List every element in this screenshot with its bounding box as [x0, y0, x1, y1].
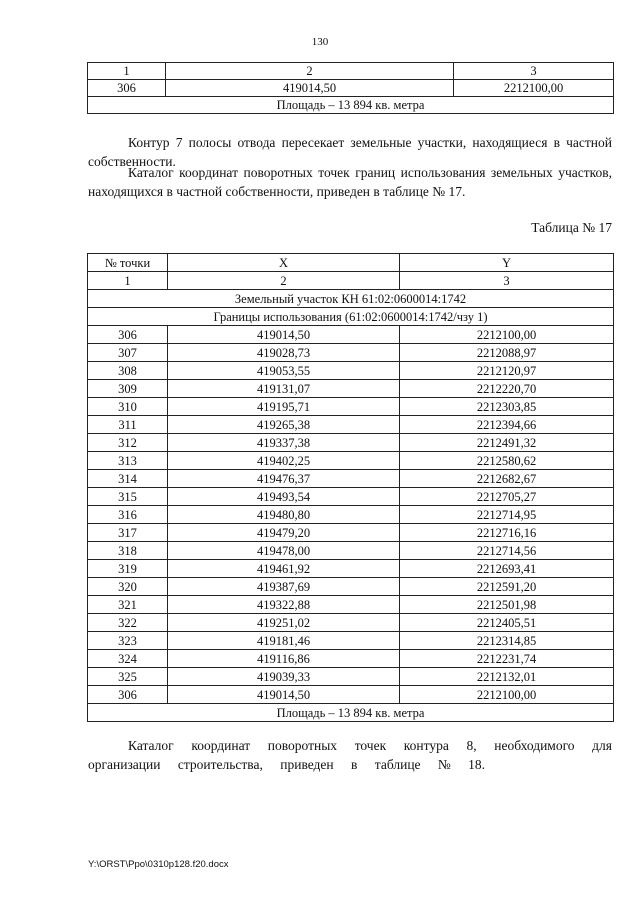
numbering-cell: 3 [400, 272, 614, 290]
x-cell: 419478,00 [168, 542, 400, 560]
point-cell: 321 [88, 596, 168, 614]
x-cell: 419116,86 [168, 650, 400, 668]
y-cell: 2212088,97 [400, 344, 614, 362]
coordinates-body [88, 326, 614, 704]
continuation-table [87, 62, 614, 114]
x-cell: 419337,38 [168, 434, 400, 452]
table-row [88, 632, 614, 650]
table-row [88, 416, 614, 434]
point-cell: 307 [88, 344, 168, 362]
area-cell: Площадь – 13 894 кв. метра [88, 97, 614, 114]
table-header-row [88, 63, 614, 80]
y-cell: 2212591,20 [400, 578, 614, 596]
point-cell: 308 [88, 362, 168, 380]
point-cell: 322 [88, 614, 168, 632]
header-cell: 3 [454, 63, 614, 80]
table-row [88, 398, 614, 416]
coordinates-table [87, 253, 614, 722]
table-row [88, 596, 614, 614]
paragraph-contour-7: Контур 7 полосы отвода пересекает земельные участки, находящиеся в частной собственности. [88, 135, 612, 169]
point-cell: 316 [88, 506, 168, 524]
x-cell: 419265,38 [168, 416, 400, 434]
x-cell: 419053,55 [168, 362, 400, 380]
y-cell: 2212501,98 [400, 596, 614, 614]
plot-title-cell: Земельный участок КН 61:02:0600014:1742 [88, 290, 614, 308]
y-cell: 2212705,27 [400, 488, 614, 506]
paragraph-catalog-18: Каталог координат поворотных точек контура 8, необходимого для организации строительства, приведен в таблице № 18. [88, 738, 612, 772]
point-cell: 313 [88, 452, 168, 470]
table-row [88, 668, 614, 686]
table-row [88, 80, 614, 97]
x-cell: 419014,50 [168, 326, 400, 344]
y-cell: 2212100,00 [400, 686, 614, 704]
plot-title-row [88, 290, 614, 308]
y-cell: 2212220,70 [400, 380, 614, 398]
x-cell: 419039,33 [168, 668, 400, 686]
area-row [88, 704, 614, 722]
point-cell: 312 [88, 434, 168, 452]
paragraph-catalog-17: Каталог координат поворотных точек границ использования земельных участков, находящихся в частной собственности, приведен в таблице № 17. [88, 165, 612, 199]
x-cell: 419195,71 [168, 398, 400, 416]
header-cell: 2 [166, 63, 454, 80]
x-cell: 419402,25 [168, 452, 400, 470]
point-cell: 324 [88, 650, 168, 668]
x-cell: 419028,73 [168, 344, 400, 362]
point-cell: 306 [88, 80, 166, 97]
x-cell: 419014,50 [168, 686, 400, 704]
x-cell: 419181,46 [168, 632, 400, 650]
y-cell: 2212716,16 [400, 524, 614, 542]
x-cell: 419387,69 [168, 578, 400, 596]
table-row [88, 326, 614, 344]
table-row [88, 380, 614, 398]
boundary-title-cell: Границы использования (61:02:0600014:1742/чзу 1) [88, 308, 614, 326]
x-cell: 419461,92 [168, 560, 400, 578]
point-cell: 306 [88, 686, 168, 704]
point-cell: 318 [88, 542, 168, 560]
x-cell: 419251,02 [168, 614, 400, 632]
y-cell: 2212314,85 [400, 632, 614, 650]
x-cell: 419322,88 [168, 596, 400, 614]
y-cell: 2212231,74 [400, 650, 614, 668]
area-cell: Площадь – 13 894 кв. метра [88, 704, 614, 722]
point-cell: 317 [88, 524, 168, 542]
header-x: X [168, 254, 400, 272]
y-cell: 2212682,67 [400, 470, 614, 488]
point-cell: 315 [88, 488, 168, 506]
point-cell: 310 [88, 398, 168, 416]
table-row [88, 452, 614, 470]
table-row [88, 686, 614, 704]
table-row [88, 506, 614, 524]
point-cell: 311 [88, 416, 168, 434]
table-row [88, 434, 614, 452]
point-cell: 314 [88, 470, 168, 488]
y-cell: 2212100,00 [454, 80, 614, 97]
y-cell: 2212120,97 [400, 362, 614, 380]
y-cell: 2212394,66 [400, 416, 614, 434]
boundary-title-row [88, 308, 614, 326]
y-cell: 2212405,51 [400, 614, 614, 632]
area-row [88, 97, 614, 114]
point-cell: 309 [88, 380, 168, 398]
table-row [88, 362, 614, 380]
table-row [88, 542, 614, 560]
y-cell: 2212714,56 [400, 542, 614, 560]
x-cell: 419131,07 [168, 380, 400, 398]
table-caption: Таблица № 17 [531, 220, 612, 235]
point-cell: 306 [88, 326, 168, 344]
table-row [88, 470, 614, 488]
y-cell: 2212491,32 [400, 434, 614, 452]
point-cell: 323 [88, 632, 168, 650]
numbering-cell: 2 [168, 272, 400, 290]
numbering-cell: 1 [88, 272, 168, 290]
point-cell: 320 [88, 578, 168, 596]
header-cell: 1 [88, 63, 166, 80]
header-y: Y [400, 254, 614, 272]
table-row [88, 488, 614, 506]
page-number: 130 [311, 36, 329, 48]
x-cell: 419014,50 [166, 80, 454, 97]
table-row [88, 614, 614, 632]
table-row [88, 650, 614, 668]
y-cell: 2212714,95 [400, 506, 614, 524]
x-cell: 419476,37 [168, 470, 400, 488]
y-cell: 2212693,41 [400, 560, 614, 578]
table-numbering-row [88, 272, 614, 290]
y-cell: 2212303,85 [400, 398, 614, 416]
table-header-row [88, 254, 614, 272]
y-cell: 2212132,01 [400, 668, 614, 686]
y-cell: 2212100,00 [400, 326, 614, 344]
x-cell: 419479,20 [168, 524, 400, 542]
table-row [88, 524, 614, 542]
table-row [88, 344, 614, 362]
table-row [88, 560, 614, 578]
footer-file-path: Y:\ORST\Ppo\0310p128.f20.docx [88, 859, 229, 870]
x-cell: 419480,80 [168, 506, 400, 524]
point-cell: 325 [88, 668, 168, 686]
table-row [88, 578, 614, 596]
header-point-number: № точки [88, 254, 168, 272]
y-cell: 2212580,62 [400, 452, 614, 470]
x-cell: 419493,54 [168, 488, 400, 506]
point-cell: 319 [88, 560, 168, 578]
